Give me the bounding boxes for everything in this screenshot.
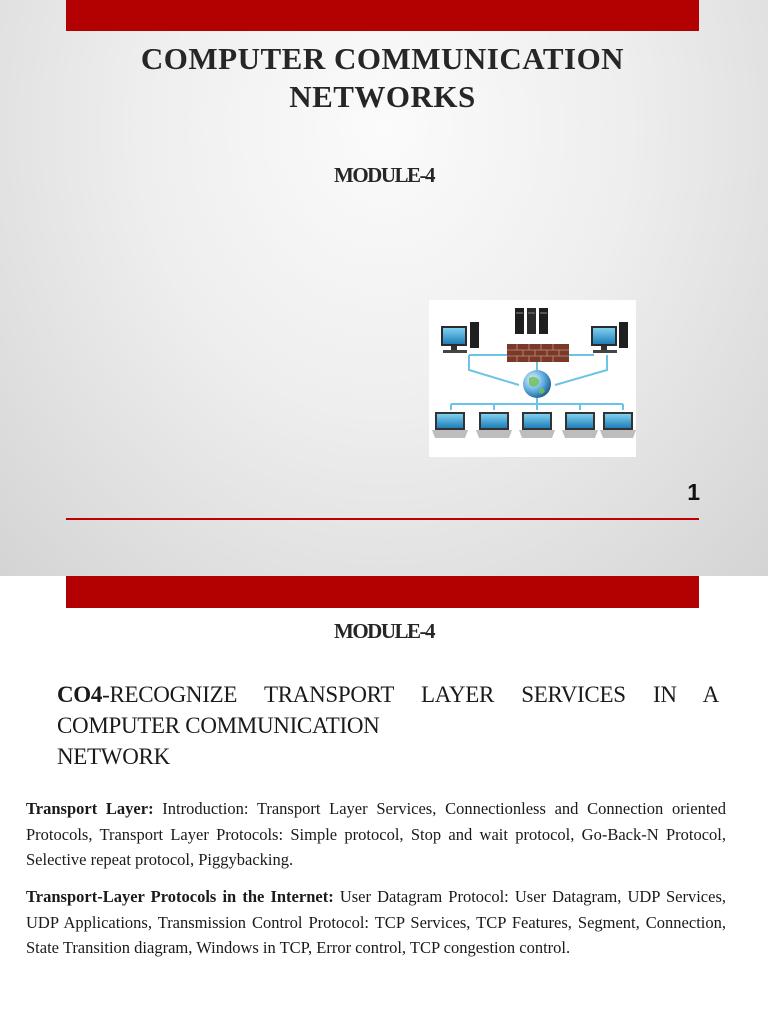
course-outcome-line-2: COMPUTER COMMUNICATION bbox=[57, 713, 380, 738]
slide-page-number: 1 bbox=[687, 479, 700, 505]
course-outcome-line-1 bbox=[57, 679, 719, 710]
internet-protocols-heading: Transport-Layer Protocols in the Internet: bbox=[26, 887, 334, 906]
transport-layer-heading: Transport Layer: bbox=[26, 799, 154, 818]
transport-layer-topics: Introduction: Transport Layer Services, Connectionless and Connection oriented Protocols, Transport Layer Protocols: Simple protocol, Stop and wait protocol, Go-Back-N Protocol, Selective repeat protocol, Piggybacking. bbox=[26, 799, 726, 869]
title-line-1: COMPUTER COMMUNICATION bbox=[140, 41, 625, 76]
module-label: MODULE-4 bbox=[334, 163, 434, 187]
course-outcome-code: CO4 bbox=[57, 682, 103, 707]
top-accent-bar bbox=[66, 576, 699, 608]
internet-protocols-topics: User Datagram Protocol: User Datagram, UDP Services, UDP Applications, Transmission Control Protocol: TCP Services, TCP Features, Segment, Connection, State Transition diagram, Windows in TCP, Error control, TCP congestion control. bbox=[26, 887, 726, 957]
top-accent-bar bbox=[66, 0, 699, 31]
network-diagram-icon bbox=[429, 300, 636, 457]
slide-title bbox=[66, 40, 699, 116]
internet-protocols-paragraph bbox=[26, 884, 726, 961]
bottom-accent-line bbox=[66, 518, 699, 520]
course-outcome-line-3: NETWORK bbox=[57, 744, 170, 769]
course-outcome-text-1: -RECOGNIZE TRANSPORT LAYER SERVICES IN A bbox=[102, 682, 719, 707]
transport-layer-paragraph bbox=[26, 796, 726, 873]
title-line-2: NETWORKS bbox=[289, 79, 476, 114]
syllabus-slide bbox=[0, 576, 768, 1024]
module-label: MODULE-4 bbox=[334, 619, 434, 643]
course-outcome bbox=[57, 679, 719, 772]
